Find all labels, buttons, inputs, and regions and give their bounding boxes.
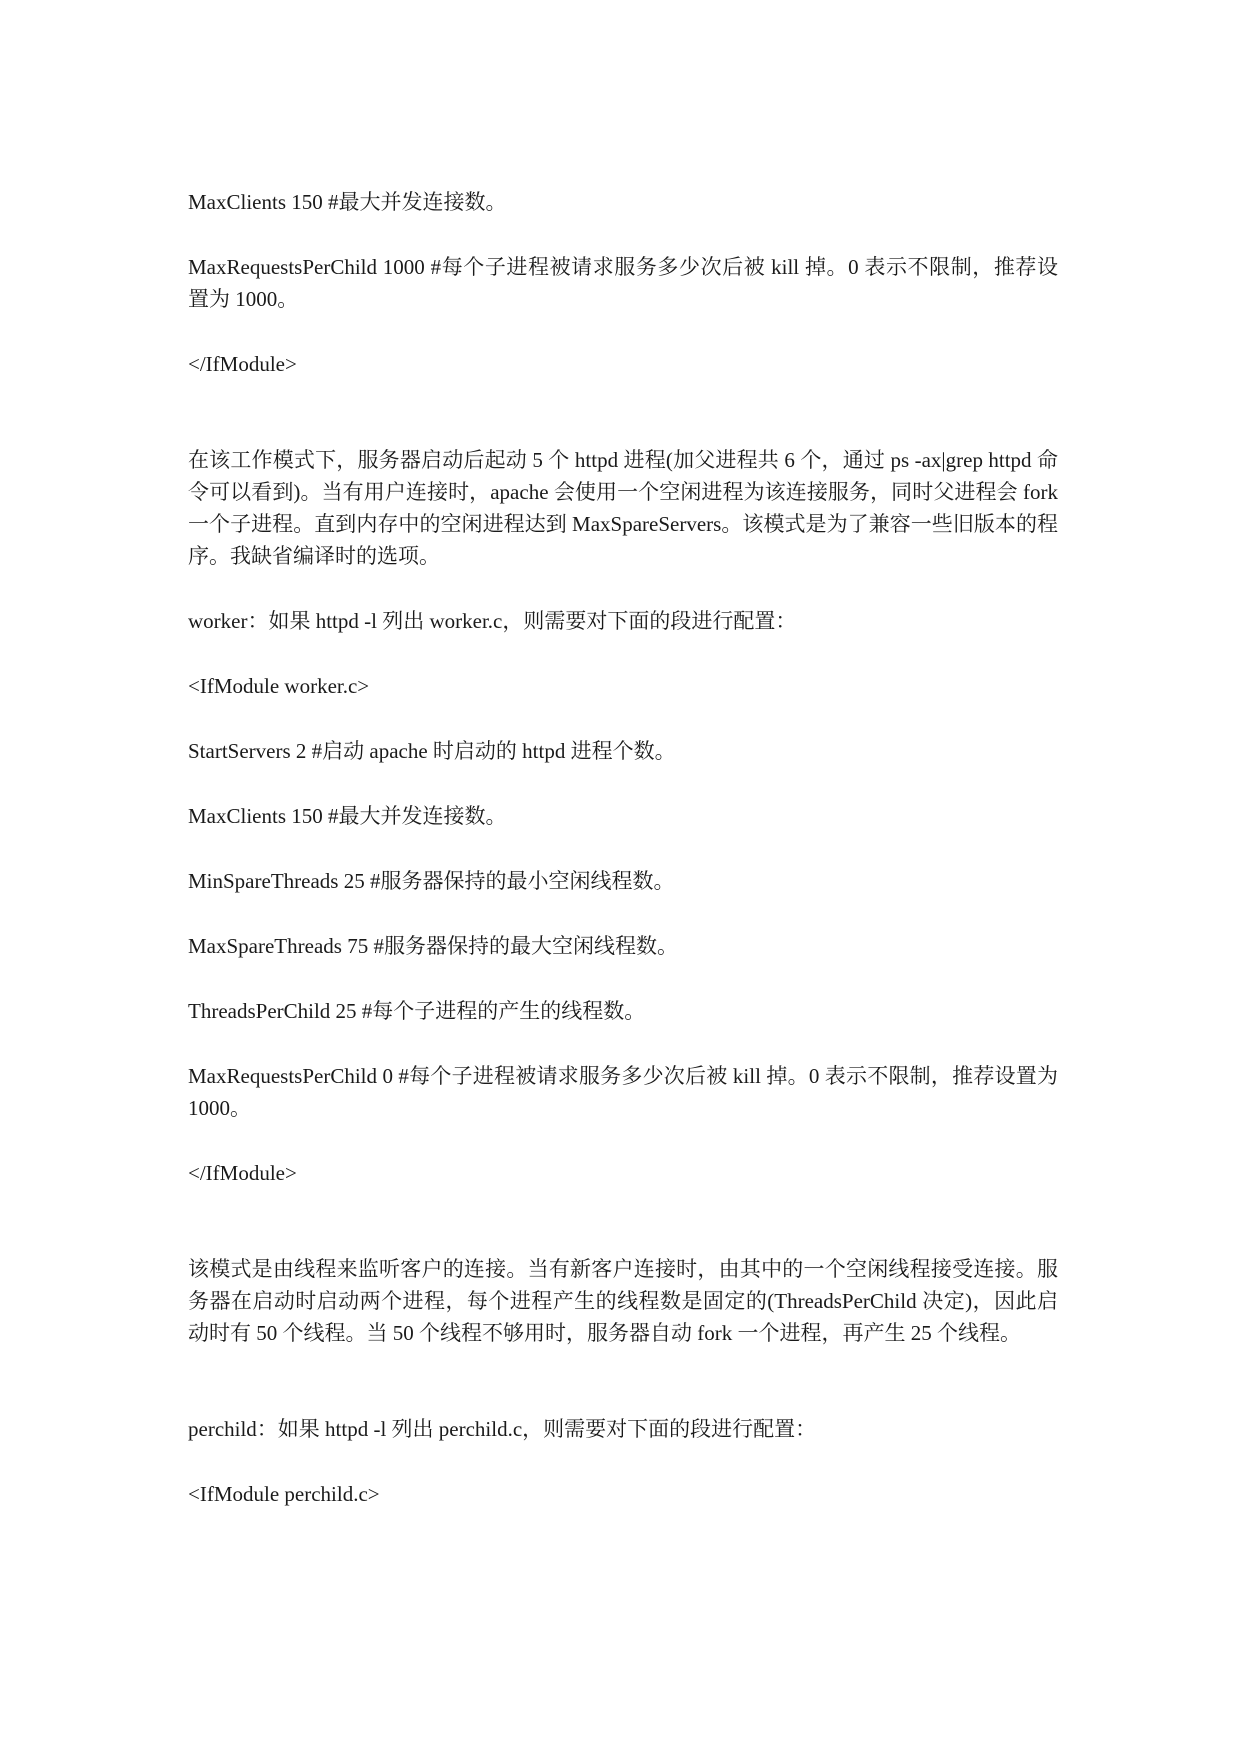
paragraph-worker-intro: worker：如果 httpd -l 列出 worker.c，则需要对下面的段进行配置： xyxy=(188,609,797,633)
paragraph-prefork-description: 在该工作模式下，服务器启动后起动 5 个 httpd 进程(加父进程共 6 个，通过 ps -ax|grep httpd 命令可以看到)。当有用户连接时，apache 会使用一个空闲进程为该连接服务，同时父进程会 fork 一个子进程。直到内存中的空闲进程达到 MaxSpareServers。该模式是为了兼容一些旧版本的程序。我缺省编译时的选项。 xyxy=(188,448,1058,568)
paragraph-ifmodule-close: </IfModule> xyxy=(188,352,297,376)
paragraph-ifmodule-worker-open: <IfModule worker.c> xyxy=(188,674,370,698)
document-body xyxy=(188,186,1058,1510)
paragraph-worker-ifmodule-close: </IfModule> xyxy=(188,1161,297,1185)
paragraph-threadsperchild: ThreadsPerChild 25 #每个子进程的产生的线程数。 xyxy=(188,999,646,1023)
paragraph-worker-maxclients: MaxClients 150 #最大并发连接数。 xyxy=(188,804,507,828)
paragraph-maxclients: MaxClients 150 #最大并发连接数。 xyxy=(188,190,507,214)
paragraph-ifmodule-perchild-open: <IfModule perchild.c> xyxy=(188,1482,380,1506)
paragraph-worker-maxrequests: MaxRequestsPerChild 0 #每个子进程被请求服务多少次后被 kill 掉。0 表示不限制，推荐设置为 1000。 xyxy=(188,1064,1058,1120)
paragraph-minsparethreads: MinSpareThreads 25 #服务器保持的最小空闲线程数。 xyxy=(188,869,675,893)
paragraph-worker-description: 该模式是由线程来监听客户的连接。当有新客户连接时，由其中的一个空闲线程接受连接。服务器在启动时启动两个进程，每个进程产生的线程数是固定的(ThreadsPerChild 决定)，因此启动时有 50 个线程。当 50 个线程不够用时，服务器自动 fork 一个进程，再产生 25 个线程。 xyxy=(188,1257,1058,1345)
paragraph-perchild-intro: perchild：如果 httpd -l 列出 perchild.c，则需要对下面的段进行配置： xyxy=(188,1417,817,1441)
paragraph-maxsparethreads: MaxSpareThreads 75 #服务器保持的最大空闲线程数。 xyxy=(188,934,678,958)
paragraph-startservers: StartServers 2 #启动 apache 时启动的 httpd 进程个数。 xyxy=(188,739,676,763)
paragraph-maxrequests: MaxRequestsPerChild 1000 #每个子进程被请求服务多少次后被 kill 掉。0 表示不限制，推荐设置为 1000。 xyxy=(188,255,1058,311)
